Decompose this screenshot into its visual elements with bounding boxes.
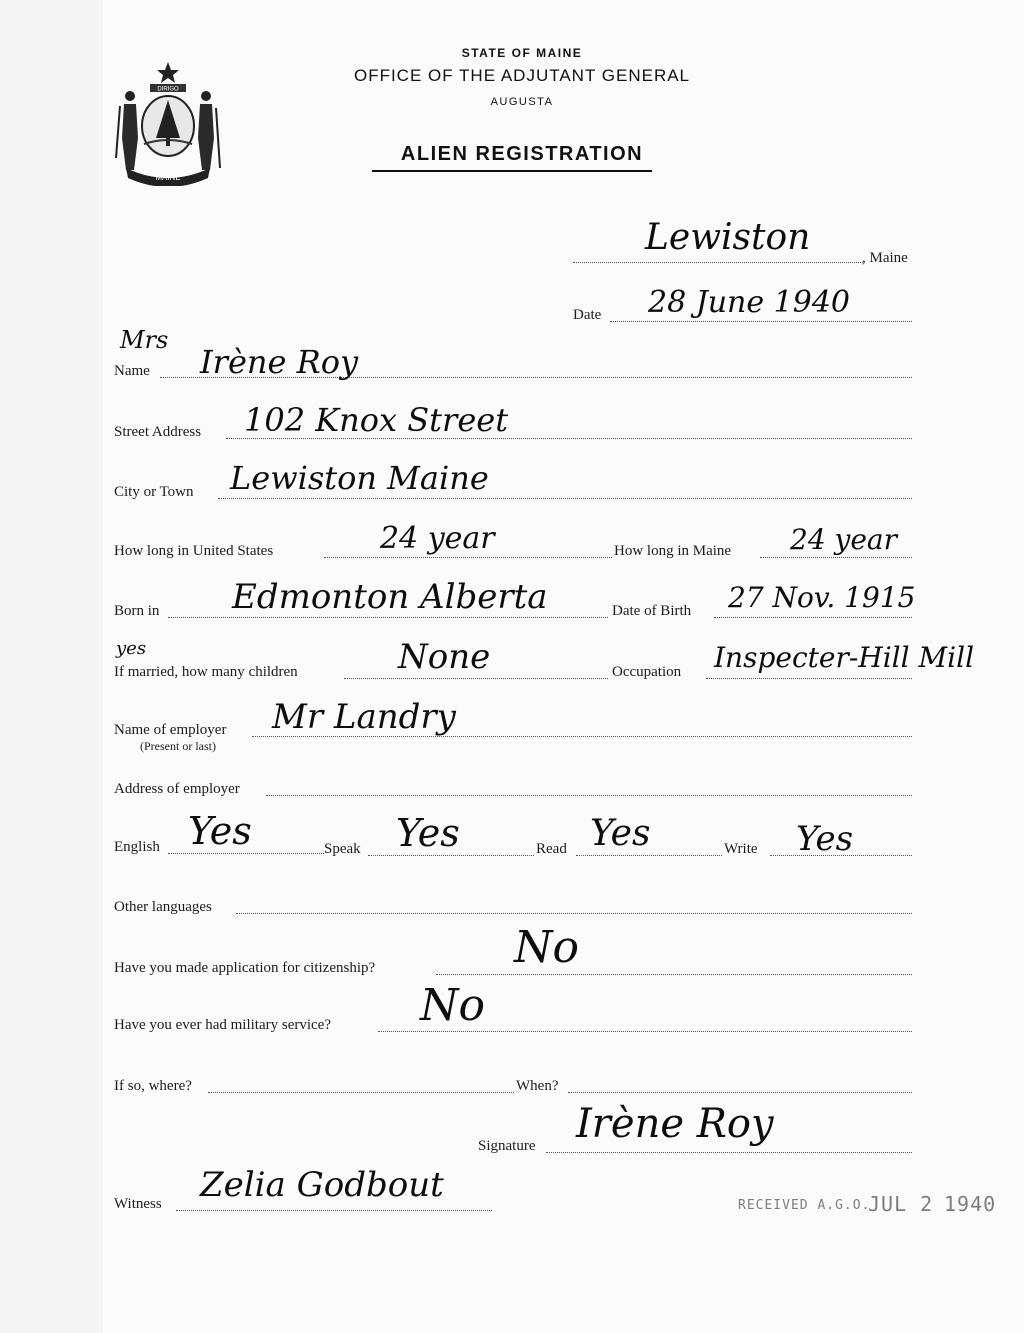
english-label: English (114, 839, 160, 855)
date-line (610, 321, 912, 322)
when-line (568, 1092, 912, 1093)
city-label: City or Town (114, 484, 194, 500)
married-answer: yes (116, 638, 147, 659)
employer-label: Name of employer (114, 722, 227, 738)
state-label: , Maine (862, 250, 908, 266)
witness-value: Zelia Godbout (200, 1165, 444, 1205)
name-prefix: Mrs (120, 326, 169, 354)
town-value: Lewiston (645, 217, 811, 258)
title-underline (372, 170, 652, 172)
read-value: Yes (590, 813, 651, 854)
town-line (573, 262, 863, 263)
occupation-value: Inspecter-Hill Mill (714, 641, 975, 674)
years-us-line (324, 557, 612, 558)
where-line (208, 1092, 514, 1093)
city-value: Lewiston Maine (230, 459, 489, 497)
signature-label: Signature (478, 1138, 536, 1154)
english-value: Yes (188, 809, 252, 853)
employer-address-line (266, 795, 912, 796)
street-label: Street Address (114, 424, 202, 440)
citizenship-value: No (514, 922, 579, 973)
header-city: AUGUSTA (490, 96, 554, 108)
witness-label: Witness (114, 1196, 162, 1212)
header-office: OFFICE OF THE ADJUTANT GENERAL (353, 66, 691, 85)
children-line (344, 678, 608, 679)
military-label: Have you ever had military service? (114, 1017, 331, 1033)
occupation-line (706, 678, 912, 679)
years-maine-label: How long in Maine (614, 543, 732, 559)
received-stamp-date: JUL 2 (868, 1192, 934, 1216)
born-value: Edmonton Alberta (232, 577, 548, 617)
occupation-label: Occupation (612, 664, 682, 680)
born-label: Born in (114, 603, 160, 619)
speak-value: Yes (396, 811, 460, 855)
when-label: When? (516, 1078, 559, 1094)
scan-left-margin (0, 0, 104, 1333)
employer-sublabel: (Present or last) (140, 739, 216, 753)
employer-value: Mr Landry (272, 697, 456, 737)
read-line (576, 855, 722, 856)
signature-value: Irène Roy (576, 1101, 774, 1147)
years-us-label: How long in United States (114, 543, 274, 559)
write-value: Yes (796, 819, 854, 859)
citizenship-label: Have you made application for citizenship? (114, 960, 376, 976)
signature-line (546, 1152, 912, 1153)
svg-text:DIRIGO: DIRIGO (157, 86, 179, 93)
years-maine-line (760, 557, 912, 558)
english-line (168, 853, 324, 854)
children-value: None (398, 637, 491, 677)
name-label: Name (114, 363, 150, 379)
military-value: No (420, 980, 485, 1031)
years-maine-value: 24 year (790, 523, 897, 556)
other-languages-label: Other languages (114, 899, 212, 915)
born-line (168, 617, 608, 618)
city-line (218, 498, 912, 499)
received-stamp: RECEIVED A.G.O. (738, 1198, 871, 1213)
birth-date-line (714, 617, 912, 618)
citizenship-line (436, 974, 912, 975)
header-state: STATE OF MAINE (461, 46, 583, 60)
name-value: Irène Roy (200, 343, 359, 381)
employer-address-label: Address of employer (114, 781, 240, 797)
date-label: Date (573, 307, 602, 323)
form-title: ALIEN REGISTRATION (400, 143, 644, 165)
speak-label: Speak (324, 841, 361, 857)
other-languages-line (236, 913, 912, 914)
military-line (378, 1031, 912, 1032)
received-stamp-year: 1940 (944, 1192, 997, 1216)
birth-date-value: 27 Nov. 1915 (728, 581, 916, 614)
years-us-value: 24 year (380, 521, 495, 556)
where-label: If so, where? (114, 1078, 192, 1094)
write-label: Write (724, 841, 758, 857)
married-label: If married, how many children (114, 664, 298, 680)
read-label: Read (536, 841, 567, 857)
street-value: 102 Knox Street (244, 401, 509, 439)
speak-line (368, 855, 534, 856)
witness-line (176, 1210, 492, 1211)
svg-text:MAINE: MAINE (155, 173, 181, 182)
birth-date-label: Date of Birth (612, 603, 692, 619)
date-value: 28 June 1940 (648, 285, 851, 320)
